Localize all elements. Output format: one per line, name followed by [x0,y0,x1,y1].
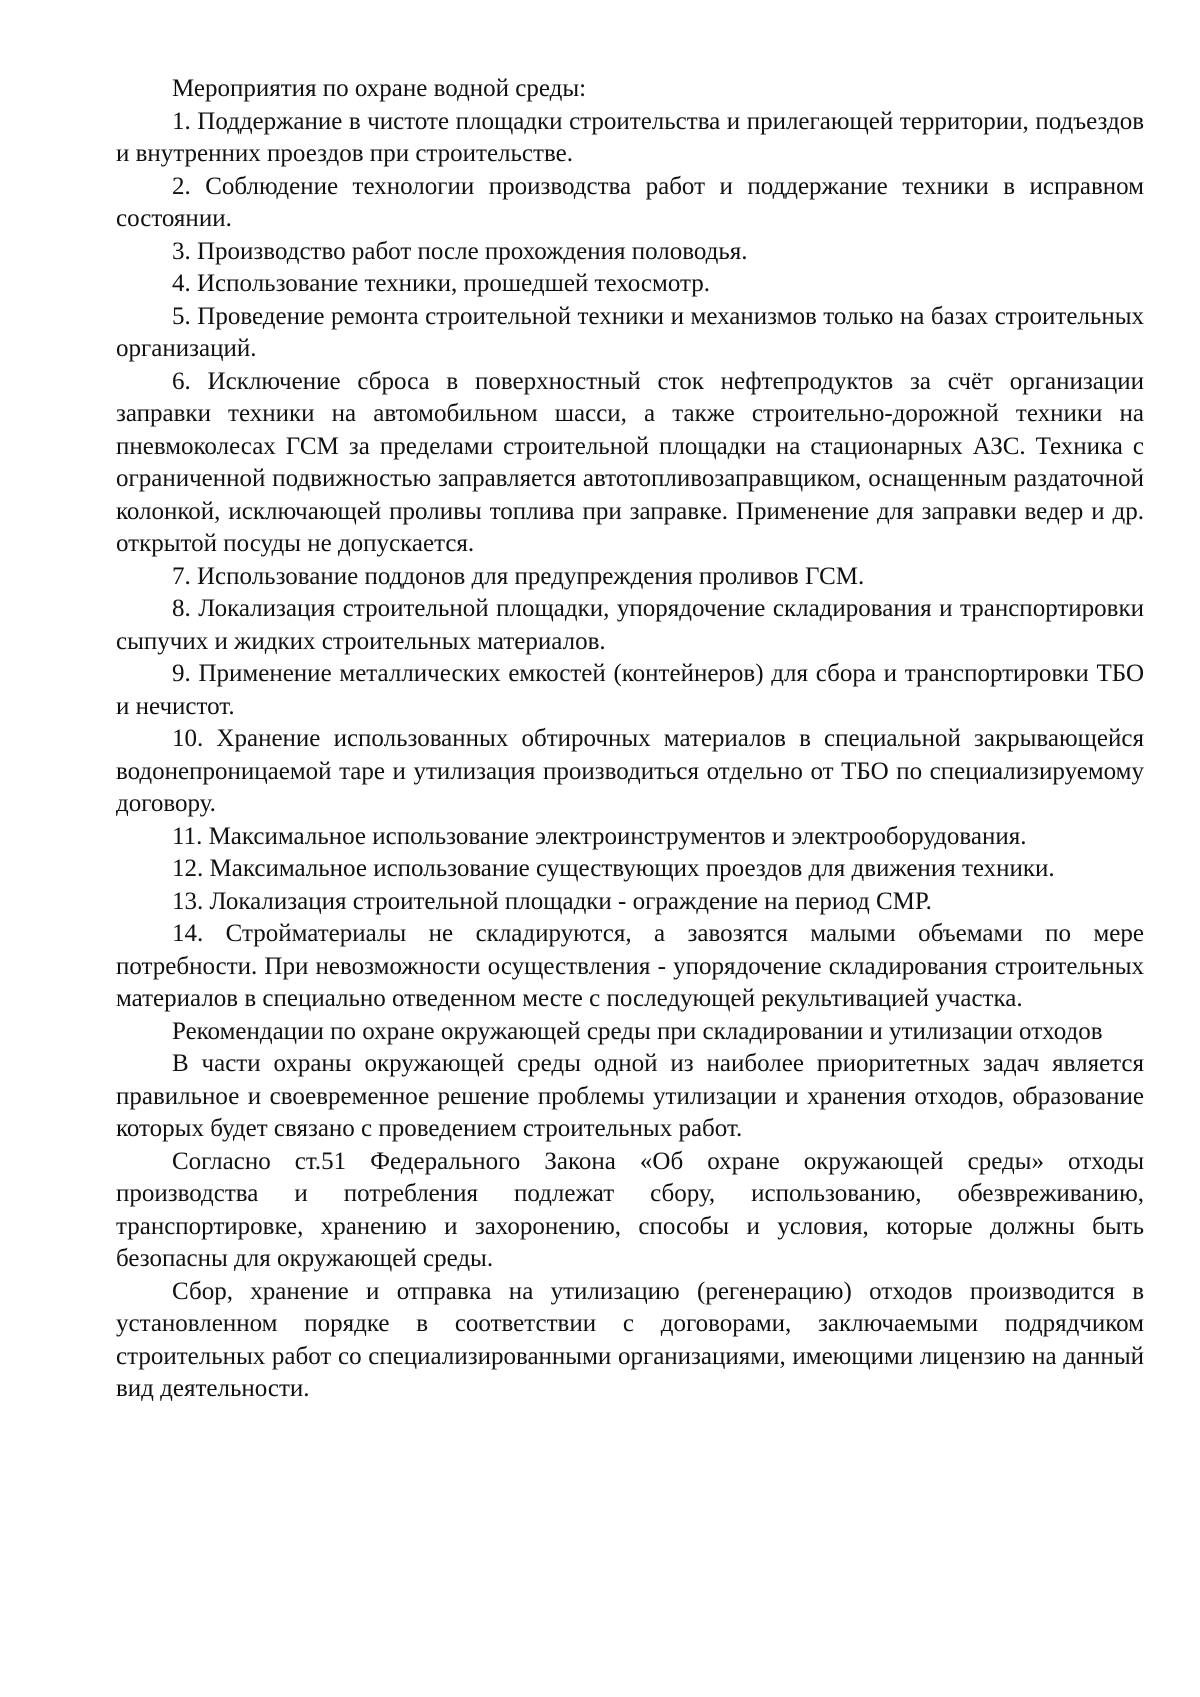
water-measure-item: 9. Применение металлических емкостей (контейнеров) для сбора и транспортировки ТБО и нечистот. [116,660,1144,720]
waste-paragraph: В части охраны окружающей среды одной из наиболее приоритетных задач является правильное и своевременное решение проблемы утилизации и хранения отходов, образование которых будет связано с проведением строительных работ. [116,1050,1144,1142]
water-protection-heading: Мероприятия по охране водной среды: [172,75,587,102]
water-measure-item: 12. Максимальное использование существующих проездов для движения техники. [172,855,1055,882]
water-measure-item: 4. Использование техники, прошедшей техосмотр. [172,270,710,297]
water-measure-item: 8. Локализация строительной площадки, упорядочение складирования и транспортировки сыпучих и жидких строительных материалов. [116,595,1144,655]
water-measure-item: 1. Поддержание в чистоте площадки строительства и прилегающей территории, подъездов и внутренних проездов при строительстве. [116,107,1144,167]
waste-paragraph: Сбор, хранение и отправка на утилизацию (регенерацию) отходов производится в установленном порядке в соответствии с договорами, заключаемыми подрядчиком строительных работ со специализированными организациями, имеющими лицензию на данный вид деятельности. [116,1277,1144,1402]
water-measure-item: 5. Проведение ремонта строительной техники и механизмов только на базах строительных организаций. [116,302,1144,362]
water-measure-item: 6. Исключение сброса в поверхностный сток нефтепродуктов за счёт организации заправки техники на автомобильном шасси, а также строительно-дорожной техники на пневмоколесах ГСМ за пределами строительной площадки на стационарных АЗС. Техника с ограниченной подвижностью заправляется автотопливозаправщиком, оснащенным раздаточной колонкой, исключающей проливы топлива при заправке. Применение для заправки ведер и др. открытой посуды не допускается. [116,367,1144,557]
water-measure-item: 13. Локализация строительной площадки - ограждение на период СМР. [172,887,932,915]
document-page [116,73,1144,1406]
water-measure-item: 10. Хранение использованных обтирочных материалов в специальной закрывающейся водонепроницаемой таре и утилизация производиться отдельно от ТБО по специализируемому договору. [116,725,1144,817]
water-measure-item: 7. Использование поддонов для предупреждения проливов ГСМ. [172,562,865,590]
water-measure-item: 3. Производство работ после прохождения половодья. [172,237,748,265]
waste-recommendations-heading: Рекомендации по охране окружающей среды при складировании и утилизации отходов [172,1017,1103,1045]
water-measure-item: 14. Стройматериалы не складируются, а завозятся малыми объемами по мере потребности. При невозможности осуществления - упорядочение складирования строительных материалов в специально отведенном месте с последующей рекультивацией участка. [116,920,1144,1012]
water-measure-item: 2. Соблюдение технологии производства работ и поддержание техники в исправном состоянии. [116,172,1144,232]
water-measure-item: 11. Максимальное использование электроинструментов и электрооборудования. [172,822,1027,850]
waste-paragraph: Согласно ст.51 Федерального Закона «Об охране окружающей среды» отходы производства и потребления подлежат сбору, использованию, обезвреживанию, транспортировке, хранению и захоронению, способы и условия, которые должны быть безопасны для окружающей среды. [116,1147,1144,1272]
